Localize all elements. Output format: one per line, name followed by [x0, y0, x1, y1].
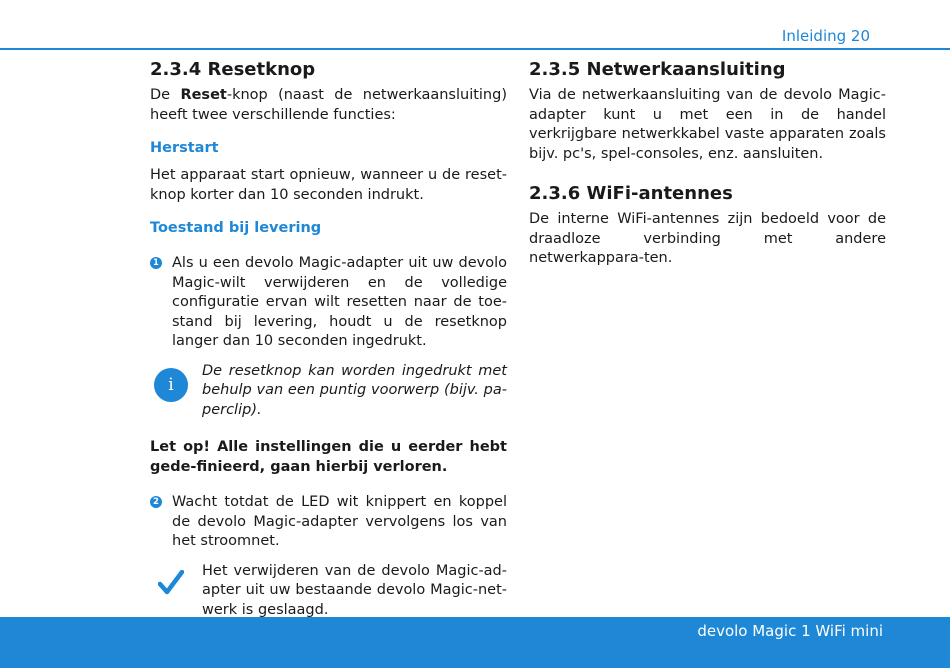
step-2-number-icon: 2 [150, 496, 162, 508]
left-column [150, 58, 507, 620]
header-section-page: Inleiding 20 [781, 27, 870, 45]
reset-intro [150, 86, 507, 125]
step-1-number-icon: 1 [150, 257, 162, 269]
footer-bar [0, 617, 950, 668]
step-1 [150, 254, 507, 352]
network-text: Via de netwerkaansluiting van de devolo Magic-adapter kunt u met een in de handel verkrijgbare netwerkkabel vaste apparaten zoals bijv. pc's, spel-consoles, enz. aansluiten. [529, 87, 886, 162]
wifi-text: De interne WiFi-antennes zijn bedoeld voor de draadloze verbinding met andere netwerkappara-ten. [529, 211, 886, 266]
reset-intro-post: -knop (naast de netwerkaansluiting) heeft twee verschillende functies: [150, 87, 507, 123]
subheading-toestand-bij-levering: Toestand bij levering [150, 220, 322, 236]
info-note-text: De resetknop kan worden ingedrukt met behulp van een puntig voorwerp (bijv. pa-perclip). [202, 362, 507, 418]
footer-product-name: devolo Magic 1 WiFi mini [697, 622, 883, 640]
success-note-text: Het verwijderen van de devolo Magic-ad-apter uit uw bestaande devolo Magic-net-werk is geslaagd. [202, 562, 507, 618]
right-column [529, 58, 886, 269]
info-icon: i [154, 368, 188, 402]
heading-wifi-antennes: 2.3.6 WiFi-antennes [529, 183, 733, 204]
header-rule [0, 48, 950, 50]
step-1-text: Als u een devolo Magic-adapter uit uw devolo Magic-wilt verwijderen en de volledige configuratie ervan wilt resetten naar de toe-stand bij levering, houdt u de resetknop langer dan 10 seconden ingedrukt. [172, 255, 507, 349]
restart-text: Het apparaat start opnieuw, wanneer u de reset-knop korter dan 10 seconden indrukt. [150, 167, 507, 203]
reset-intro-bold: Reset [180, 87, 227, 103]
subheading-herstart: Herstart [150, 140, 219, 156]
warning-text: Let op! Alle instellingen die u eerder hebt gede-finieerd, gaan hierbij verloren. [150, 439, 507, 475]
success-note [150, 562, 507, 621]
checkmark-icon [158, 570, 184, 596]
heading-netwerkaansluiting: 2.3.5 Netwerkaansluiting [529, 59, 786, 80]
step-2 [150, 493, 507, 552]
heading-resetknop: 2.3.4 Resetknop [150, 59, 316, 80]
step-2-text: Wacht totdat de LED wit knippert en koppel de devolo Magic-adapter vervolgens los van het stroomnet. [172, 494, 507, 549]
reset-intro-pre: De [150, 87, 181, 103]
info-note [150, 362, 507, 421]
